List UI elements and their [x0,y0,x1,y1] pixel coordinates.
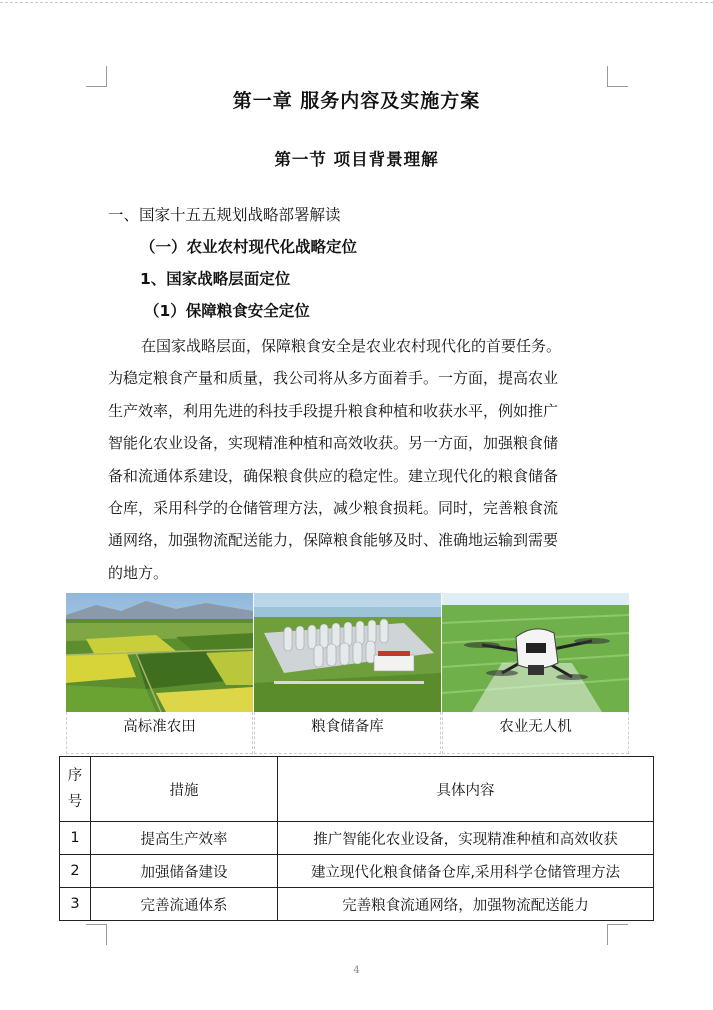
paragraph-line: 在国家战略层面，保障粮食安全是农业农村现代化的首要任务。 [141,337,562,355]
table-row [60,822,654,855]
heading-level1: 一、国家十五五规划战略部署解读 [108,206,341,224]
corner-mark-top-left [86,66,107,87]
cell-measure: 加强储备建设 [91,855,278,888]
heading-level3: 1、国家战略层面定位 [140,270,291,288]
cell-content: 完善粮食流通网络，加强物流配送能力 [278,888,654,921]
photo-strip [66,593,629,756]
paragraph-line: 智能化农业设备，实现精准种植和高效收获。另一方面，加强粮食储 [108,434,559,453]
table-row [60,855,654,888]
paragraph-line: 仓库，采用科学的仓储管理方法，减少粮食损耗。同时，完善粮食流 [108,499,559,518]
cell-index: 2 [60,855,91,888]
photo-caption: 高标准农田 [66,712,253,754]
corner-mark-bottom-left [86,924,107,945]
page-number: 4 [353,965,360,976]
cell-content: 建立现代化粮食储备仓库,采用科学仓储管理方法 [278,855,654,888]
header-cell-content: 具体内容 [278,757,654,822]
cell-measure: 提高生产效率 [91,822,278,855]
photo-caption: 农业无人机 [442,712,629,754]
header-cell-index [60,757,91,822]
section-title: 第一节 项目背景理解 [274,150,439,169]
paragraph-line: 备和流通体系建设，确保粮食供应的稳定性。建立现代化的粮食储备 [108,466,559,485]
drone-photo [442,593,629,712]
heading-level2: （一）农业农村现代化战略定位 [140,238,358,256]
paragraph-line: 的地方。 [108,563,169,582]
table-header-row [60,757,654,822]
corner-mark-bottom-right [607,924,628,945]
top-dashed-rule [0,2,713,3]
header-cell-measure: 措施 [91,757,278,822]
paragraph-line: 为稳定粮食产量和质量，我公司将从多方面着手。一方面，提高农业 [108,369,559,388]
header-index-text: 序号 [67,768,83,810]
farmland-photo [66,593,253,712]
cell-measure: 完善流通体系 [91,888,278,921]
heading-level4: （1）保障粮食安全定位 [144,302,310,320]
corner-mark-top-right [607,66,628,87]
paragraph-line: 生产效率，利用先进的科技手段提升粮食种植和收获水平，例如推广 [108,401,559,420]
table-row [60,888,654,921]
cell-content: 推广智能化农业设备，实现精准种植和高效收获 [278,822,654,855]
granary-photo [254,593,441,712]
chapter-title: 第一章 服务内容及实施方案 [232,90,481,112]
body-paragraph [108,330,608,589]
photo-caption: 粮食储备库 [254,712,441,754]
cell-index: 1 [60,822,91,855]
cell-index: 3 [60,888,91,921]
paragraph-line: 通网络，加强物流配送能力，保障粮食能够及时、准确地运输到需要 [108,531,559,550]
measures-table [59,756,654,921]
